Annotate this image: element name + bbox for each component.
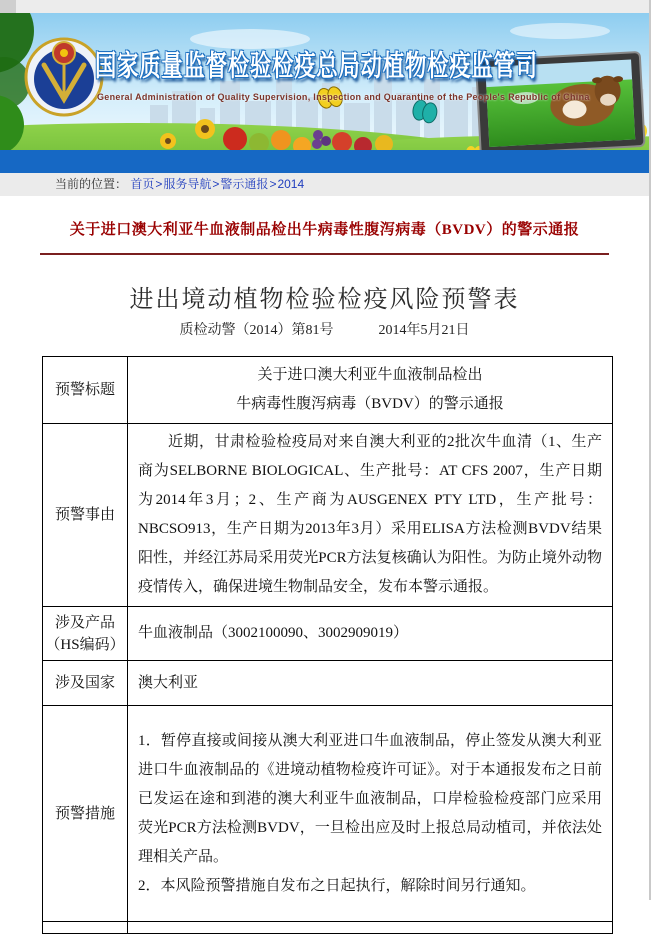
title-divider <box>40 253 609 255</box>
table-row-countries <box>43 661 613 706</box>
products-label-line2: （HS编码） <box>45 636 125 653</box>
breadcrumb-separator: > <box>269 177 277 191</box>
top-corner-block <box>0 0 16 13</box>
row-label: 涉及国家 <box>43 661 128 706</box>
table-row-warning-reason <box>43 424 613 607</box>
measure-paragraph-1: 1．暂停直接或间接从澳大利亚进口牛血液制品，停止签发从澳大利亚进口牛血液制品的《进境动植物检疫许可证》。对于本通报发布之日前已发运在途和到港的澳大利亚牛血液制品，口岸检验检疫部门应采用荧光PCR方法检测BVDV，一旦检出应及时上报总局动植司，并依法处理相关产品。 <box>138 732 602 865</box>
row-label: 预警事由 <box>43 424 128 607</box>
doc-date: 2014年5月21日 <box>378 323 470 338</box>
table-row-warning-title <box>43 357 613 424</box>
aqsiq-emblem-logo <box>26 39 102 115</box>
row-value: 牛血液制品（3002100090、3002909019） <box>128 607 613 661</box>
row-value <box>128 922 613 934</box>
breadcrumb-link-alerts[interactable]: 警示通报 <box>220 177 269 191</box>
breadcrumb-separator: > <box>212 177 220 191</box>
site-title: 国家质量监督检验检疫总局动植物检疫监管司 <box>95 48 538 83</box>
breadcrumb-separator: > <box>155 177 163 191</box>
breadcrumb-link-services[interactable]: 服务导航 <box>163 177 212 191</box>
nav-blue-bar <box>0 150 649 173</box>
doc-meta-line <box>0 319 649 339</box>
form-title: 进出境动植物检验检疫风险预警表 <box>129 287 520 313</box>
products-label-line1: 涉及产品 <box>54 614 115 631</box>
row-value <box>128 706 613 922</box>
breadcrumb <box>0 173 649 196</box>
notice-title: 关于进口澳大利亚牛血液制品检出牛病毒性腹泻病毒（BVDV）的警示通报 <box>69 222 580 238</box>
row-label: 预警措施 <box>43 706 128 922</box>
warning-table <box>42 356 613 934</box>
notice-document <box>0 196 649 934</box>
measure-paragraph-2: 2．本风险预警措施自发布之日起执行，解除时间另行通知。 <box>138 877 536 894</box>
breadcrumb-link-2014[interactable]: 2014 <box>277 177 305 191</box>
warning-title-line1: 关于进口澳大利亚牛血液制品检出 <box>257 367 483 383</box>
row-value: 近期，甘肃检验检疫局对来自澳大利亚的2批次牛血清（1、生产商为SELBORNE BIOLOGICAL、生产批号：AT CFS 2007，生产日期为2014年3月；2、生产商为AUSGENEX PTY LTD，生产批号：NBCSO913，生产日期为2013年3月）采用ELISA方法检测BVDV结果阳性，并经江苏局采用荧光PCR方法复核确认为阳性。为防止境外动物疫情传入，确保进境生物制品安全，发布本警示通报。 <box>128 424 613 607</box>
doc-number: 质检动警（2014）第81号 <box>179 323 334 338</box>
row-label: 预警标题 <box>43 357 128 424</box>
table-row-products <box>43 607 613 661</box>
row-value: 澳大利亚 <box>128 661 613 706</box>
table-row-partial <box>43 922 613 934</box>
table-row-measures <box>43 706 613 922</box>
browser-top-strip <box>0 0 649 13</box>
site-banner <box>0 13 649 150</box>
row-value <box>128 357 613 424</box>
site-subtitle-en: General Administration of Quality Supervision, Inspection and Quarantine of the People's Republic of China <box>97 92 590 102</box>
row-label <box>43 922 128 934</box>
row-label <box>43 607 128 661</box>
breadcrumb-link-home[interactable]: 首页 <box>130 177 155 191</box>
warning-title-line2: 牛病毒性腹泻病毒（BVDV）的警示通报 <box>236 396 504 412</box>
breadcrumb-label: 当前的位置： <box>55 177 128 191</box>
